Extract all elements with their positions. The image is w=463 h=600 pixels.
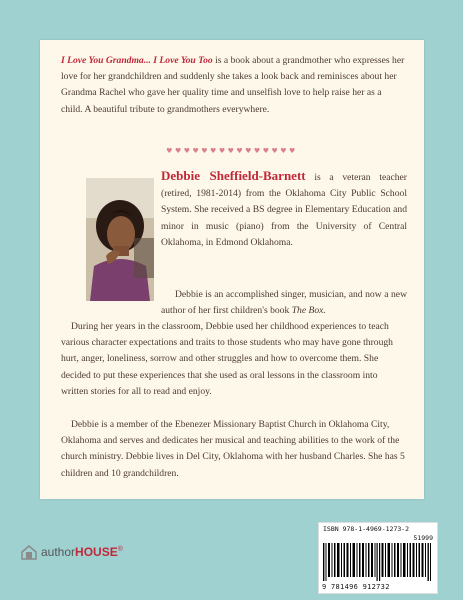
hearts-divider: ♥♥♥♥♥♥♥♥♥♥♥♥♥♥♥: [166, 147, 298, 155]
back-cover-panel: [40, 40, 424, 499]
house-logo-icon: [21, 544, 37, 560]
publisher-prefix: author: [41, 545, 76, 559]
author-bio-p2-text: Debbie is an accomplished singer, musician, and now a new author of her first children's book: [161, 289, 407, 317]
author-portrait-illustration: [86, 178, 154, 301]
blurb-text: is a book about a grandmother who expresses her love for her grandchildren and suddenly she takes a look back and reminisces about her Grandma Rachel who gave her quality time and unselfish love to help raise her as a child. A beautiful tribute to grandmothers everywhere.: [61, 55, 405, 115]
publisher-logo: [21, 542, 123, 562]
registered-mark: ®: [117, 546, 123, 553]
author-bio-paragraph-4: Debbie is a member of the Ebenezer Missionary Baptist Church in Oklahoma City, Oklahoma and serves and dedicates her musical and teaching abilities to the work of the church ministry. Debbie lives in Del City, Oklahoma with her husband Charles. She has 5 children and 10 grandchildren.: [61, 419, 405, 479]
author-bio-paragraph-3: During her years in the classroom, Debbie used her childhood experiences to teach various character expectations and traits to those students who may have gone through hurt, anger, loneliness, sorrow and other struggles and how to overcome them. She decided to put these experiences that she used as oral lessons in the classroom into written stories for all to read and enjoy.: [61, 321, 393, 397]
isbn-barcode: [318, 522, 438, 594]
isbn-number: ISBN 978-1-4969-1273-2: [323, 525, 410, 533]
book-title: I Love You Grandma... I Love You Too: [61, 55, 213, 66]
author-intro-text: is a veteran teacher (retired, 1981-2014) from the Oklahoma City Public School System. She received a BS degree in Elementary Education and minor in music (piano) from the University of Central Oklahoma, in Edmond Oklahoma.: [161, 172, 408, 248]
author-name: Debbie Sheffield-Barnett: [161, 168, 306, 183]
author-photo: [86, 178, 154, 301]
barcode-bars: [323, 543, 433, 581]
barcode-digits: 9 781496 912732: [322, 583, 390, 591]
author-bio-intro: [161, 168, 407, 251]
first-book-title: The Box.: [291, 305, 326, 317]
author-bio-paragraph-2: [161, 287, 407, 319]
price-code: 51999: [413, 534, 433, 542]
publisher-suffix: HOUSE: [75, 545, 118, 559]
book-blurb: [61, 53, 405, 118]
